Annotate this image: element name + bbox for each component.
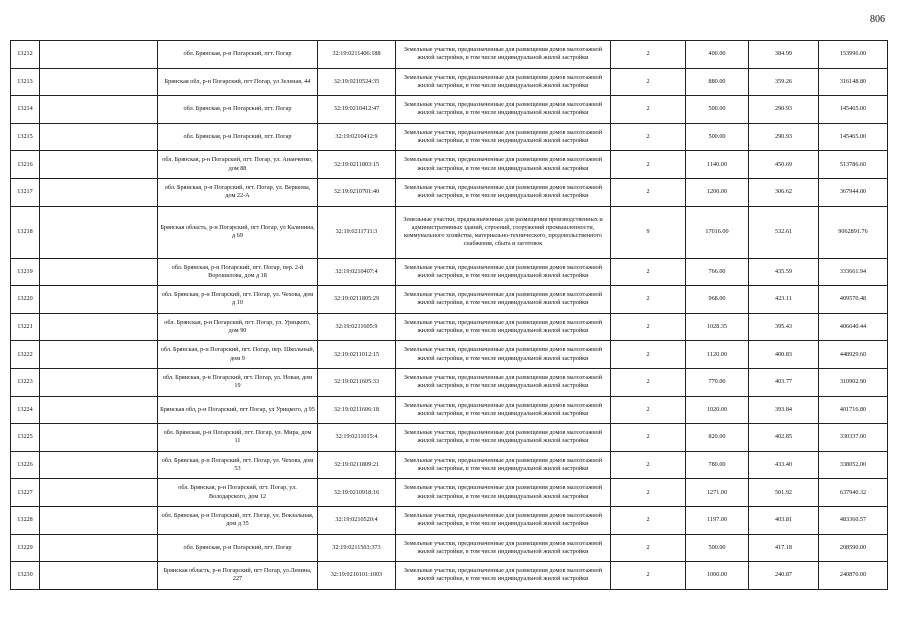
area-cell: 770.00 bbox=[686, 368, 749, 396]
cadastral-value-cell: 145465.00 bbox=[819, 96, 888, 124]
cadastral-number-cell: 32:19:0211605:9 bbox=[318, 313, 396, 341]
cadastral-value-table bbox=[10, 40, 888, 590]
address-cell: обл. Брянская, р-н Погарский, пгт. Погар, ул. Ананченко, дом 88 bbox=[158, 151, 318, 179]
address-cell: Брянская область, р-н Погарский, пгт Погар, ул Калинина, д 69 bbox=[158, 206, 318, 258]
cadastral-value-cell: 9062891.76 bbox=[819, 206, 888, 258]
empty-cell bbox=[40, 41, 158, 69]
table-row bbox=[11, 479, 888, 507]
empty-cell bbox=[40, 451, 158, 479]
land-use-cell: Земельные участки, предназначенные для размещения домов малоэтажной жилой застройки, в том числе индивидуальной жилой застройки bbox=[396, 151, 611, 179]
specific-value-cell: 290.93 bbox=[749, 96, 819, 124]
row-number-cell: 13219 bbox=[11, 258, 40, 286]
address-cell: Брянская обл, р-н Погарский, пгт Погар, ул Зеленая, 44 bbox=[158, 68, 318, 96]
group-cell: 2 bbox=[611, 506, 686, 534]
address-cell: обл. Брянская, р-н Погарский, пгт. Погар, ул. Чехова, дом 53 bbox=[158, 451, 318, 479]
row-number-cell: 13214 bbox=[11, 96, 40, 124]
cadastral-value-cell: 330337.00 bbox=[819, 424, 888, 452]
cadastral-value-cell: 401716.80 bbox=[819, 396, 888, 424]
area-cell: 1271.00 bbox=[686, 479, 749, 507]
specific-value-cell: 417.18 bbox=[749, 534, 819, 562]
empty-cell bbox=[40, 178, 158, 206]
address-cell: обл. Брянская, р-н Погарский, пгт. Погар, ул. Мира, дом 11 bbox=[158, 424, 318, 452]
empty-cell bbox=[40, 68, 158, 96]
cadastral-value-cell: 310902.90 bbox=[819, 368, 888, 396]
cadastral-number-cell: 32:19:0211606:18 bbox=[318, 396, 396, 424]
land-use-cell: Земельные участки, предназначенные для размещения домов малоэтажной жилой застройки, в том числе индивидуальной жилой застройки bbox=[396, 41, 611, 69]
row-number-cell: 13227 bbox=[11, 479, 40, 507]
area-cell: 780.00 bbox=[686, 451, 749, 479]
area-cell: 400.00 bbox=[686, 41, 749, 69]
row-number-cell: 13222 bbox=[11, 341, 40, 369]
row-number-cell: 13217 bbox=[11, 178, 40, 206]
table-row bbox=[11, 96, 888, 124]
group-cell: 2 bbox=[611, 286, 686, 314]
address-cell: Брянская обл, р-н Погарский, пгт Погар, ул Урицкого, д 95 bbox=[158, 396, 318, 424]
land-use-cell: Земельные участки, предназначенные для размещения домов малоэтажной жилой застройки, в том числе индивидуальной жилой застройки bbox=[396, 424, 611, 452]
cadastral-value-cell: 316148.80 bbox=[819, 68, 888, 96]
group-cell: 2 bbox=[611, 534, 686, 562]
land-use-cell: Земельные участки, предназначенные для размещения домов малоэтажной жилой застройки, в том числе индивидуальной жилой застройки bbox=[396, 123, 611, 151]
group-cell: 2 bbox=[611, 341, 686, 369]
address-cell: обл. Брянская, р-н Погарский, пгт. Погар, ул. Веркеева, дом 22-А bbox=[158, 178, 318, 206]
address-cell: обл. Брянская, р-н Погарский, пгт. Погар, ул. Новая, дом 19 bbox=[158, 368, 318, 396]
row-number-cell: 13221 bbox=[11, 313, 40, 341]
page-number: 806 bbox=[870, 14, 885, 25]
empty-cell bbox=[40, 368, 158, 396]
empty-cell bbox=[40, 396, 158, 424]
cadastral-number-cell: 32:19:0210412:47 bbox=[318, 96, 396, 124]
land-use-cell: Земельные участки, предназначенные для размещения домов малоэтажной жилой застройки, в том числе индивидуальной жилой застройки bbox=[396, 68, 611, 96]
cadastral-value-cell: 333661.94 bbox=[819, 258, 888, 286]
group-cell: 2 bbox=[611, 479, 686, 507]
empty-cell bbox=[40, 258, 158, 286]
area-cell: 1000.00 bbox=[686, 562, 749, 590]
specific-value-cell: 400.83 bbox=[749, 341, 819, 369]
cadastral-number-cell: 32:19:0210407:4 bbox=[318, 258, 396, 286]
table-row bbox=[11, 534, 888, 562]
specific-value-cell: 433.40 bbox=[749, 451, 819, 479]
empty-cell bbox=[40, 123, 158, 151]
land-use-cell: Земельные участки, предназначенные для размещения домов малоэтажной жилой застройки, в том числе индивидуальной жилой застройки bbox=[396, 286, 611, 314]
specific-value-cell: 240.87 bbox=[749, 562, 819, 590]
address-cell: обл. Брянская, р-н Погарский, пгт. Погар, пер. Школьный, дом 9 bbox=[158, 341, 318, 369]
empty-cell bbox=[40, 479, 158, 507]
land-use-cell: Земельные участки, предназначенные для размещения домов малоэтажной жилой застройки, в том числе индивидуальной жилой застройки bbox=[396, 534, 611, 562]
land-use-cell: Земельные участки, предназначенные для размещения домов малоэтажной жилой застройки, в том числе индивидуальной жилой застройки bbox=[396, 178, 611, 206]
cadastral-value-cell: 513786.60 bbox=[819, 151, 888, 179]
cadastral-number-cell: 32:19:0211406:188 bbox=[318, 41, 396, 69]
group-cell: 2 bbox=[611, 562, 686, 590]
row-number-cell: 13215 bbox=[11, 123, 40, 151]
cadastral-number-cell: 32:19:0211711:3 bbox=[318, 206, 396, 258]
cadastral-value-cell: 406640.44 bbox=[819, 313, 888, 341]
table-row bbox=[11, 178, 888, 206]
table-row bbox=[11, 206, 888, 258]
cadastral-value-cell: 338052.00 bbox=[819, 451, 888, 479]
row-number-cell: 13228 bbox=[11, 506, 40, 534]
cadastral-number-cell: 32:19:0211805:29 bbox=[318, 286, 396, 314]
group-cell: 2 bbox=[611, 123, 686, 151]
group-cell: 2 bbox=[611, 151, 686, 179]
address-cell: обл. Брянская, р-н Погарский, пгт. Погар bbox=[158, 96, 318, 124]
empty-cell bbox=[40, 506, 158, 534]
cadastral-number-cell: 32:19:0211012:15 bbox=[318, 341, 396, 369]
address-cell: Брянская область, р-н Погарский, пгт Погар, ул.Ленина, 227 bbox=[158, 562, 318, 590]
specific-value-cell: 402.85 bbox=[749, 424, 819, 452]
cadastral-number-cell: 32:19:0210520:4 bbox=[318, 506, 396, 534]
land-use-cell: Земельные участки, предназначенные для размещения домов малоэтажной жилой застройки, в том числе индивидуальной жилой застройки bbox=[396, 562, 611, 590]
area-cell: 968.00 bbox=[686, 286, 749, 314]
specific-value-cell: 450.69 bbox=[749, 151, 819, 179]
group-cell: 9 bbox=[611, 206, 686, 258]
row-number-cell: 13229 bbox=[11, 534, 40, 562]
table-row bbox=[11, 368, 888, 396]
specific-value-cell: 403.77 bbox=[749, 368, 819, 396]
area-cell: 766.00 bbox=[686, 258, 749, 286]
table-row bbox=[11, 424, 888, 452]
group-cell: 2 bbox=[611, 451, 686, 479]
row-number-cell: 13230 bbox=[11, 562, 40, 590]
cadastral-value-cell: 208590.00 bbox=[819, 534, 888, 562]
specific-value-cell: 393.84 bbox=[749, 396, 819, 424]
cadastral-number-cell: 32:19:0211605:33 bbox=[318, 368, 396, 396]
table-row bbox=[11, 151, 888, 179]
cadastral-number-cell: 32:19:0210101:1003 bbox=[318, 562, 396, 590]
address-cell: обл. Брянская, р-н Погарский, пгт. Погар, ул. Чехова, дом д 10 bbox=[158, 286, 318, 314]
land-use-cell: Земельные участки, предназначенные для размещения домов малоэтажной жилой застройки, в том числе индивидуальной жилой застройки bbox=[396, 368, 611, 396]
table-row bbox=[11, 451, 888, 479]
land-use-cell: Земельные участки, предназначенные для размещения домов малоэтажной жилой застройки, в том числе индивидуальной жилой застройки bbox=[396, 451, 611, 479]
address-cell: обл. Брянская, р-н Погарский, пгт. Погар, ул. Урицкого, дом 90 bbox=[158, 313, 318, 341]
row-number-cell: 13212 bbox=[11, 41, 40, 69]
group-cell: 2 bbox=[611, 313, 686, 341]
specific-value-cell: 423.11 bbox=[749, 286, 819, 314]
table-row bbox=[11, 562, 888, 590]
group-cell: 2 bbox=[611, 368, 686, 396]
specific-value-cell: 403.81 bbox=[749, 506, 819, 534]
area-cell: 880.00 bbox=[686, 68, 749, 96]
area-cell: 1140.00 bbox=[686, 151, 749, 179]
empty-cell bbox=[40, 562, 158, 590]
land-use-cell: Земельные участки, предназначенные для размещения производственных и административных зданий, строений, сооружений промышленности, коммунального хозяйства, материально-технического, продовольственного снабжения, сбыта и заготовок bbox=[396, 206, 611, 258]
row-number-cell: 13213 bbox=[11, 68, 40, 96]
empty-cell bbox=[40, 313, 158, 341]
specific-value-cell: 359.26 bbox=[749, 68, 819, 96]
specific-value-cell: 384.99 bbox=[749, 41, 819, 69]
land-use-cell: Земельные участки, предназначенные для размещения домов малоэтажной жилой застройки, в том числе индивидуальной жилой застройки bbox=[396, 396, 611, 424]
table-row bbox=[11, 41, 888, 69]
cadastral-number-cell: 32:19:0210412:9 bbox=[318, 123, 396, 151]
row-number-cell: 13226 bbox=[11, 451, 40, 479]
land-use-cell: Земельные участки, предназначенные для размещения домов малоэтажной жилой застройки, в том числе индивидуальной жилой застройки bbox=[396, 313, 611, 341]
land-use-cell: Земельные участки, предназначенные для размещения домов малоэтажной жилой застройки, в том числе индивидуальной жилой застройки bbox=[396, 479, 611, 507]
area-cell: 1197.00 bbox=[686, 506, 749, 534]
table-row bbox=[11, 68, 888, 96]
empty-cell bbox=[40, 286, 158, 314]
cadastral-value-cell: 637940.32 bbox=[819, 479, 888, 507]
table-row bbox=[11, 341, 888, 369]
table-row bbox=[11, 258, 888, 286]
cadastral-number-cell: 32:19:0211803:15 bbox=[318, 151, 396, 179]
table-row bbox=[11, 506, 888, 534]
address-cell: обл. Брянская, р-н Погарский, пгт. Погар bbox=[158, 41, 318, 69]
cadastral-value-cell: 153996.00 bbox=[819, 41, 888, 69]
address-cell: обл. Брянская, р-н Погарский, пгт. Погар, пер. 2-й Ворошилова, дом д 18 bbox=[158, 258, 318, 286]
area-cell: 500.00 bbox=[686, 534, 749, 562]
cadastral-number-cell: 32:19:0211015:4 bbox=[318, 424, 396, 452]
specific-value-cell: 501.92 bbox=[749, 479, 819, 507]
area-cell: 820.00 bbox=[686, 424, 749, 452]
area-cell: 1028.35 bbox=[686, 313, 749, 341]
group-cell: 2 bbox=[611, 178, 686, 206]
cadastral-number-cell: 32:19:0210918:16 bbox=[318, 479, 396, 507]
row-number-cell: 13220 bbox=[11, 286, 40, 314]
specific-value-cell: 290.93 bbox=[749, 123, 819, 151]
group-cell: 2 bbox=[611, 96, 686, 124]
area-cell: 17016.00 bbox=[686, 206, 749, 258]
group-cell: 2 bbox=[611, 68, 686, 96]
empty-cell bbox=[40, 206, 158, 258]
row-number-cell: 13218 bbox=[11, 206, 40, 258]
land-use-cell: Земельные участки, предназначенные для размещения домов малоэтажной жилой застройки, в том числе индивидуальной жилой застройки bbox=[396, 258, 611, 286]
empty-cell bbox=[40, 151, 158, 179]
specific-value-cell: 435.59 bbox=[749, 258, 819, 286]
cadastral-number-cell: 32:19:0210701:40 bbox=[318, 178, 396, 206]
address-cell: обл. Брянская, р-н Погарский, пгт. Погар, ул. Володарского, дом 12 bbox=[158, 479, 318, 507]
area-cell: 500.00 bbox=[686, 123, 749, 151]
cadastral-number-cell: 32:19:0211503:373 bbox=[318, 534, 396, 562]
specific-value-cell: 532.61 bbox=[749, 206, 819, 258]
empty-cell bbox=[40, 96, 158, 124]
address-cell: обл. Брянская, р-н Погарский, пгт. Погар bbox=[158, 123, 318, 151]
empty-cell bbox=[40, 341, 158, 369]
cadastral-number-cell: 32:19:0210524:35 bbox=[318, 68, 396, 96]
specific-value-cell: 395.43 bbox=[749, 313, 819, 341]
empty-cell bbox=[40, 424, 158, 452]
table-row bbox=[11, 396, 888, 424]
row-number-cell: 13223 bbox=[11, 368, 40, 396]
row-number-cell: 13216 bbox=[11, 151, 40, 179]
area-cell: 1200.00 bbox=[686, 178, 749, 206]
cadastral-number-cell: 32:19:0211809:21 bbox=[318, 451, 396, 479]
table-row bbox=[11, 313, 888, 341]
address-cell: обл. Брянская, р-н Погарский, пгт. Погар, ул. Вокзальная, дом д 35 bbox=[158, 506, 318, 534]
group-cell: 2 bbox=[611, 424, 686, 452]
cadastral-value-cell: 240870.00 bbox=[819, 562, 888, 590]
cadastral-value-cell: 448929.60 bbox=[819, 341, 888, 369]
group-cell: 2 bbox=[611, 396, 686, 424]
group-cell: 2 bbox=[611, 258, 686, 286]
specific-value-cell: 306.62 bbox=[749, 178, 819, 206]
land-use-cell: Земельные участки, предназначенные для размещения домов малоэтажной жилой застройки, в том числе индивидуальной жилой застройки bbox=[396, 506, 611, 534]
area-cell: 1120.00 bbox=[686, 341, 749, 369]
empty-cell bbox=[40, 534, 158, 562]
group-cell: 2 bbox=[611, 41, 686, 69]
land-use-cell: Земельные участки, предназначенные для размещения домов малоэтажной жилой застройки, в том числе индивидуальной жилой застройки bbox=[396, 96, 611, 124]
cadastral-value-cell: 483360.57 bbox=[819, 506, 888, 534]
cadastral-value-cell: 145465.00 bbox=[819, 123, 888, 151]
area-cell: 500.00 bbox=[686, 96, 749, 124]
row-number-cell: 13224 bbox=[11, 396, 40, 424]
table-body bbox=[11, 41, 888, 590]
table-row bbox=[11, 123, 888, 151]
cadastral-value-cell: 409570.48 bbox=[819, 286, 888, 314]
land-use-cell: Земельные участки, предназначенные для размещения домов малоэтажной жилой застройки, в том числе индивидуальной жилой застройки bbox=[396, 341, 611, 369]
cadastral-value-cell: 367944.00 bbox=[819, 178, 888, 206]
table-row bbox=[11, 286, 888, 314]
row-number-cell: 13225 bbox=[11, 424, 40, 452]
area-cell: 1020.00 bbox=[686, 396, 749, 424]
address-cell: обл. Брянская, р-н Погарский, пгт. Погар bbox=[158, 534, 318, 562]
